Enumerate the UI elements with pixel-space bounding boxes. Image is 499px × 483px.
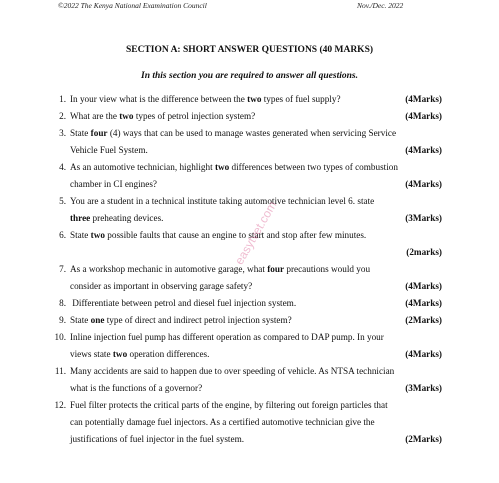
question-number: 8. (59, 298, 66, 308)
question-number: 12. (54, 400, 66, 410)
question-2: 2. What are the two types of petrol injection system? (4Marks) (70, 108, 442, 125)
section-title: SECTION A: SHORT ANSWER QUESTIONS (40 MARKS) (125, 45, 374, 55)
question-number: 2. (59, 111, 66, 121)
question-8: 8. Differentiate between petrol and diesel fuel injection system. (4Marks) (70, 295, 442, 312)
question-marks: (4Marks) (405, 281, 442, 291)
question-marks: (2marks) (406, 247, 442, 257)
exam-date-header: Nov./Dec. 2022 (357, 1, 404, 10)
question-7: 7. As a workshop mechanic in automotive garage, what four precautions would you consider as important in observing garage safety? (4Marks) (70, 261, 442, 295)
watermark: easytvet.com (232, 198, 280, 267)
question-6: 6. State two possible faults that cause an engine to start and stop after few minutes. (2marks) (70, 227, 442, 261)
question-number: 9. (59, 315, 66, 325)
question-number: 5. (59, 196, 66, 206)
copyright-header: ©2022 The Kenya National Examination Council (58, 1, 207, 10)
question-3: 3. State four (4) ways that can be used to manage wastes generated when servicing Service Vehicle Fuel System. (4Marks) (70, 125, 442, 159)
question-number: 4. (59, 162, 66, 172)
question-11: 11. Many accidents are said to happen due to over speeding of vehicle. As NTSA technician what is the functions of a governor? (3Marks) (70, 363, 442, 397)
question-12: 12. Fuel filter protects the critical parts of the engine, by filtering out foreign particles that can potentially damage fuel injectors. As a certified automotive technician give the justifications of fuel injector in the fuel system. (2Marks) (70, 397, 442, 448)
question-marks: (4Marks) (405, 349, 442, 359)
question-number: 7. (59, 264, 66, 274)
question-4: 4. As an automotive technician, highlight two differences between two types of combustion chamber in CI engines? (4Marks) (70, 159, 442, 193)
section-instruction: In this section you are required to answer all questions. (141, 71, 358, 81)
question-marks: (4Marks) (405, 145, 442, 155)
question-number: 1. (59, 94, 66, 104)
question-10: 10. Inline injection fuel pump has different operation as compared to DAP pump. In your views state two operation differences. (4Marks) (70, 329, 442, 363)
question-5: 5. You are a student in a technical institute taking automotive technician level 6. state three preheating devices. (3Marks) (70, 193, 442, 227)
question-marks: (3Marks) (405, 383, 442, 393)
question-marks: (4Marks) (405, 298, 442, 308)
question-number: 6. (59, 230, 66, 240)
question-number: 11. (54, 366, 66, 376)
question-number: 10. (54, 332, 66, 342)
question-9: 9. State one type of direct and indirect petrol injection system? (2Marks) (70, 312, 442, 329)
question-1: 1. In your view what is the difference between the two types of fuel supply? (4Marks) (70, 91, 442, 108)
question-number: 3. (59, 128, 66, 138)
question-marks: (2Marks) (405, 434, 442, 444)
question-marks: (3Marks) (405, 213, 442, 223)
question-marks: (4Marks) (405, 94, 442, 104)
question-marks: (4Marks) (405, 111, 442, 121)
question-marks: (2Marks) (405, 315, 442, 325)
question-marks: (4Marks) (405, 179, 442, 189)
